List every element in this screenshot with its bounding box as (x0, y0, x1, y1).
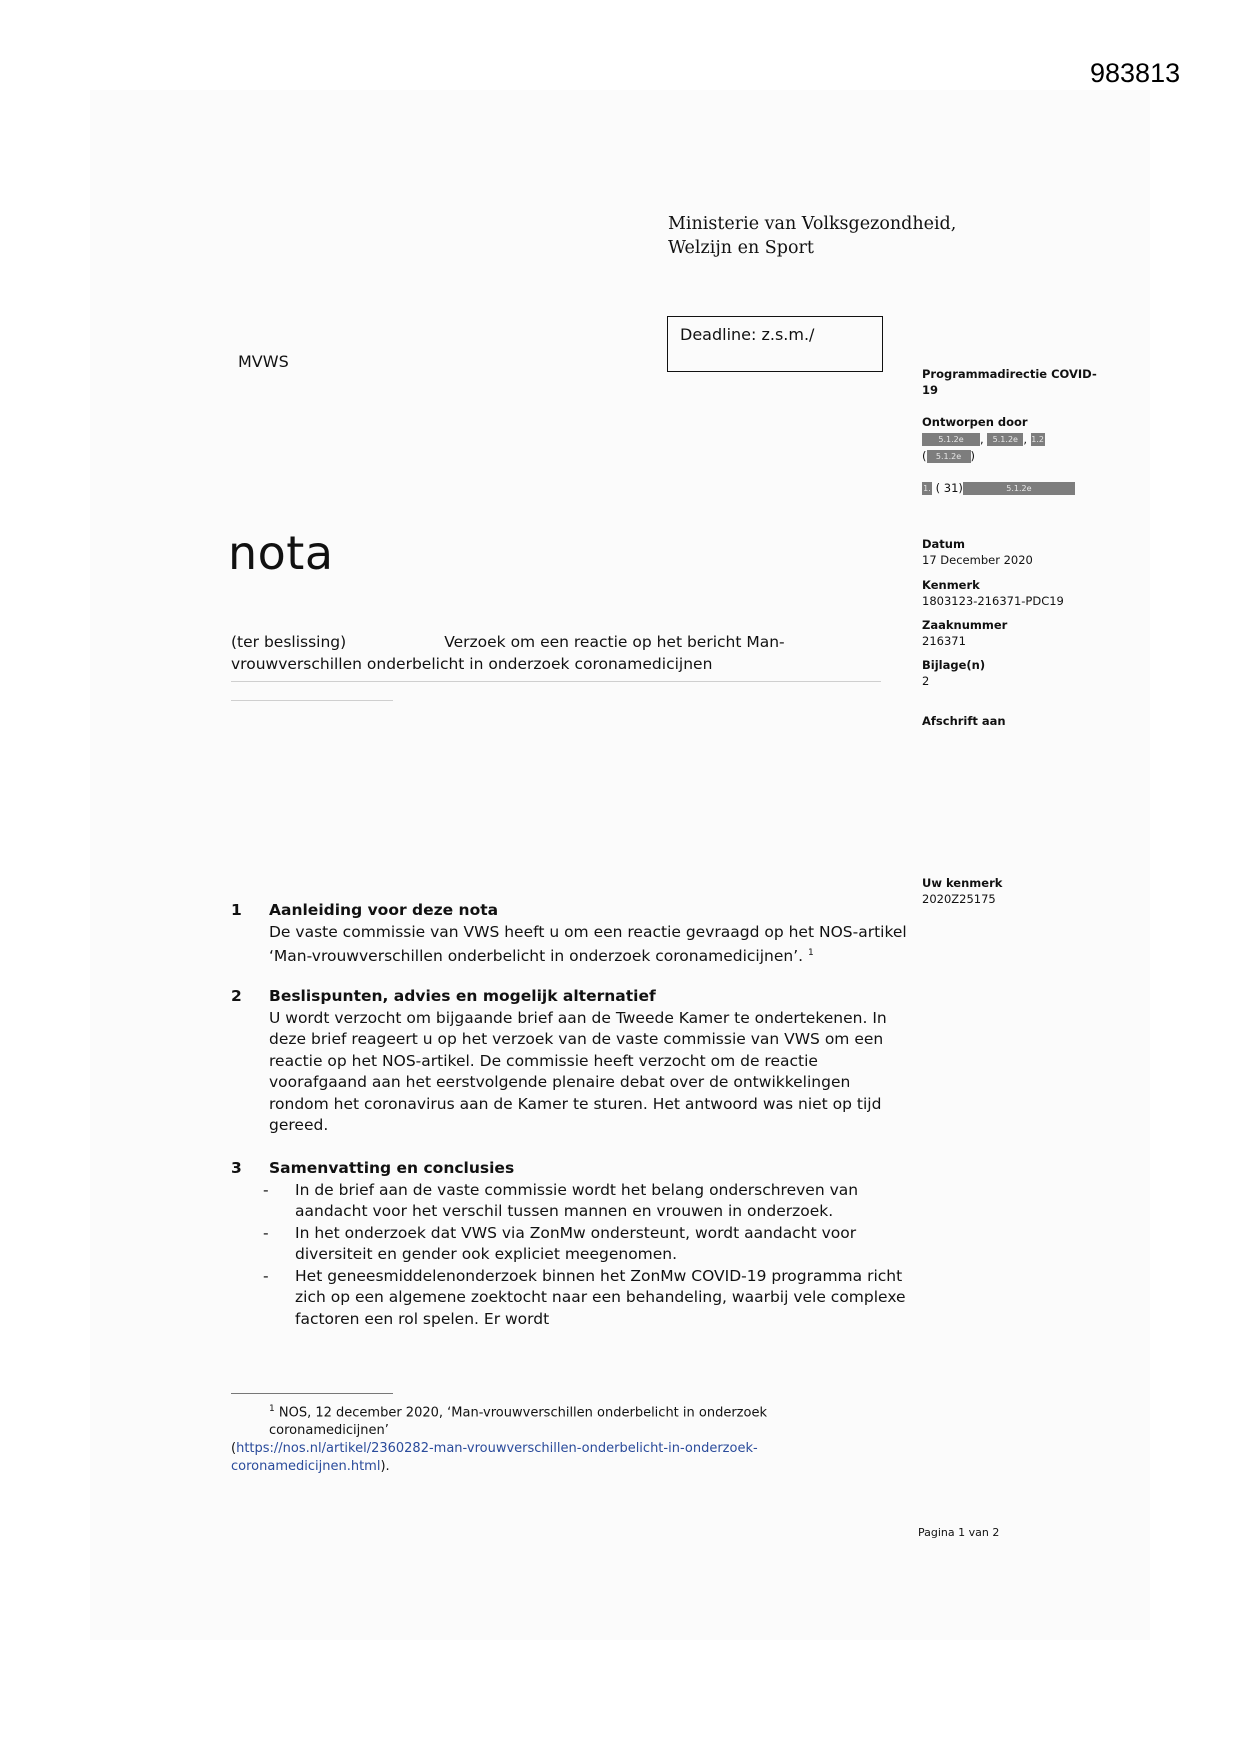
footnote-link[interactable]: https://nos.nl/artikel/2360282-man-vrouwverschillen-onderbelicht-in-onderzoek-coronamedicijnen.html (231, 1441, 758, 1475)
section-number: 2 (231, 987, 242, 1005)
redaction-block: 1.2 (1031, 435, 1044, 444)
kenmerk-label: Kenmerk (922, 578, 980, 592)
footnote (231, 1400, 851, 1476)
sidebar-programmadirectie (922, 366, 1122, 398)
subject-title-line-2: vrouwverschillen onderbelicht in onderzoek coronamedicijnen (231, 655, 713, 673)
subject-block (231, 631, 881, 675)
list-item: - In de brief aan de vaste commissie wordt het belang onderschreven van aandacht voor het verschil tussen mannen en vrouwen in onderzoek. (231, 1180, 911, 1223)
footnote-number: 1 (269, 1404, 275, 1414)
subject-type: (ter beslissing) (231, 633, 347, 651)
section-number: 1 (231, 901, 242, 919)
deadline-box: Deadline: z.s.m./ (667, 316, 883, 372)
afschrift-label: Afschrift aan (922, 714, 1006, 728)
section-1 (231, 900, 911, 968)
short-divider (231, 700, 393, 701)
phone-prefix: ( 31) (935, 481, 963, 495)
document-number: 983813 (1090, 58, 1181, 88)
document-type-heading: nota (228, 526, 334, 580)
phone-row (922, 480, 1075, 496)
footnote-text: NOS, 12 december 2020, ‘Man-vrouwverschillen onderbelicht in onderzoek coronamedicijnen’ (269, 1405, 767, 1439)
uw-kenmerk-value: 2020Z25175 (922, 892, 996, 906)
footnote-link-open: ( (231, 1441, 237, 1457)
redaction-block: 5.1.2e (963, 482, 1075, 495)
zaaknummer-label: Zaaknummer (922, 618, 1008, 632)
page-number: Pagina 1 van 2 (918, 1526, 1000, 1539)
section-number: 3 (231, 1159, 242, 1177)
redaction-block: 5.1.2e (987, 433, 1023, 446)
programma-line-2: 19 (922, 383, 939, 397)
bijlage-value: 2 (922, 674, 930, 688)
list-item: - In het onderzoek dat VWS via ZonMw ondersteunt, wordt aandacht voor diversiteit en gender ook expliciet meegenomen. (231, 1223, 911, 1266)
subject-divider (231, 681, 881, 682)
ministry-line-1: Ministerie van Volksgezondheid, (668, 214, 957, 234)
section-heading: Samenvatting en conclusies (269, 1159, 515, 1177)
redaction-row-2: ( 5.1.2e ) (922, 449, 975, 463)
section-heading: Beslispunten, advies en mogelijk alternatief (269, 987, 656, 1005)
sidebar-uw-kenmerk (922, 875, 1002, 907)
ontworpen-label: Ontworpen door (922, 415, 1028, 429)
sidebar-datum (922, 536, 1033, 568)
section-text: U wordt verzocht om bijgaande brief aan de Tweede Kamer te ondertekenen. In deze brief reageert u op het verzoek van de vaste commissie van VWS om een reactie op het NOS-artikel. De commissie heeft verzocht om de reactie voorafgaand aan het eerstvolgende plenaire debat over de ontwikkelingen rondom het coronavirus aan de Kamer te sturen. Het antwoord was niet op tijd gereed. (269, 1008, 887, 1134)
conclusion-list (231, 1180, 911, 1331)
sidebar-bijlage (922, 657, 985, 689)
footnote-ref[interactable]: 1 (808, 948, 814, 958)
redaction-block: 1. (923, 484, 931, 493)
recipient: MVWS (238, 352, 289, 371)
datum-value: 17 December 2020 (922, 553, 1033, 567)
datum-label: Datum (922, 537, 965, 551)
uw-kenmerk-label: Uw kenmerk (922, 876, 1003, 890)
ministry-logo-text (668, 212, 956, 260)
footnote-link-close: ). (380, 1459, 390, 1475)
zaaknummer-value: 216371 (922, 634, 966, 648)
subject-title-line-1: Verzoek om een reactie op het bericht Man- (444, 633, 785, 651)
section-text: De vaste commissie van VWS heeft u om een reactie gevraagd op het NOS-artikel ‘Man-vrouwverschillen onderbelicht in onderzoek coronamedicijnen’. (269, 922, 907, 966)
list-item: - Het geneesmiddelenonderzoek binnen het ZonMw COVID-19 programma richt zich op een algemene zoektocht naar een behandeling, waarbij vele complexe factoren een rol spelen. Er wordt (231, 1266, 911, 1331)
sidebar-ontworpen-door (922, 414, 1122, 430)
redaction-block: 5.1.2e (922, 433, 980, 446)
kenmerk-value: 1803123-216371-PDC19 (922, 594, 1064, 608)
programma-line-1: Programmadirectie COVID- (922, 367, 1097, 381)
sidebar-zaaknummer (922, 617, 1007, 649)
redaction-block: 5.1.2e (927, 450, 971, 463)
sidebar-kenmerk (922, 577, 1064, 609)
sidebar-afschrift (922, 713, 1006, 729)
redaction-row-1: 5.1.2e , 5.1.2e , 1.2 (922, 431, 1045, 447)
ministry-line-2: Welzijn en Sport (668, 238, 814, 258)
section-2 (231, 986, 911, 1137)
section-heading: Aanleiding voor deze nota (269, 901, 499, 919)
footnote-divider (231, 1393, 393, 1394)
section-3 (231, 1158, 911, 1330)
bijlage-label: Bijlage(n) (922, 658, 986, 672)
